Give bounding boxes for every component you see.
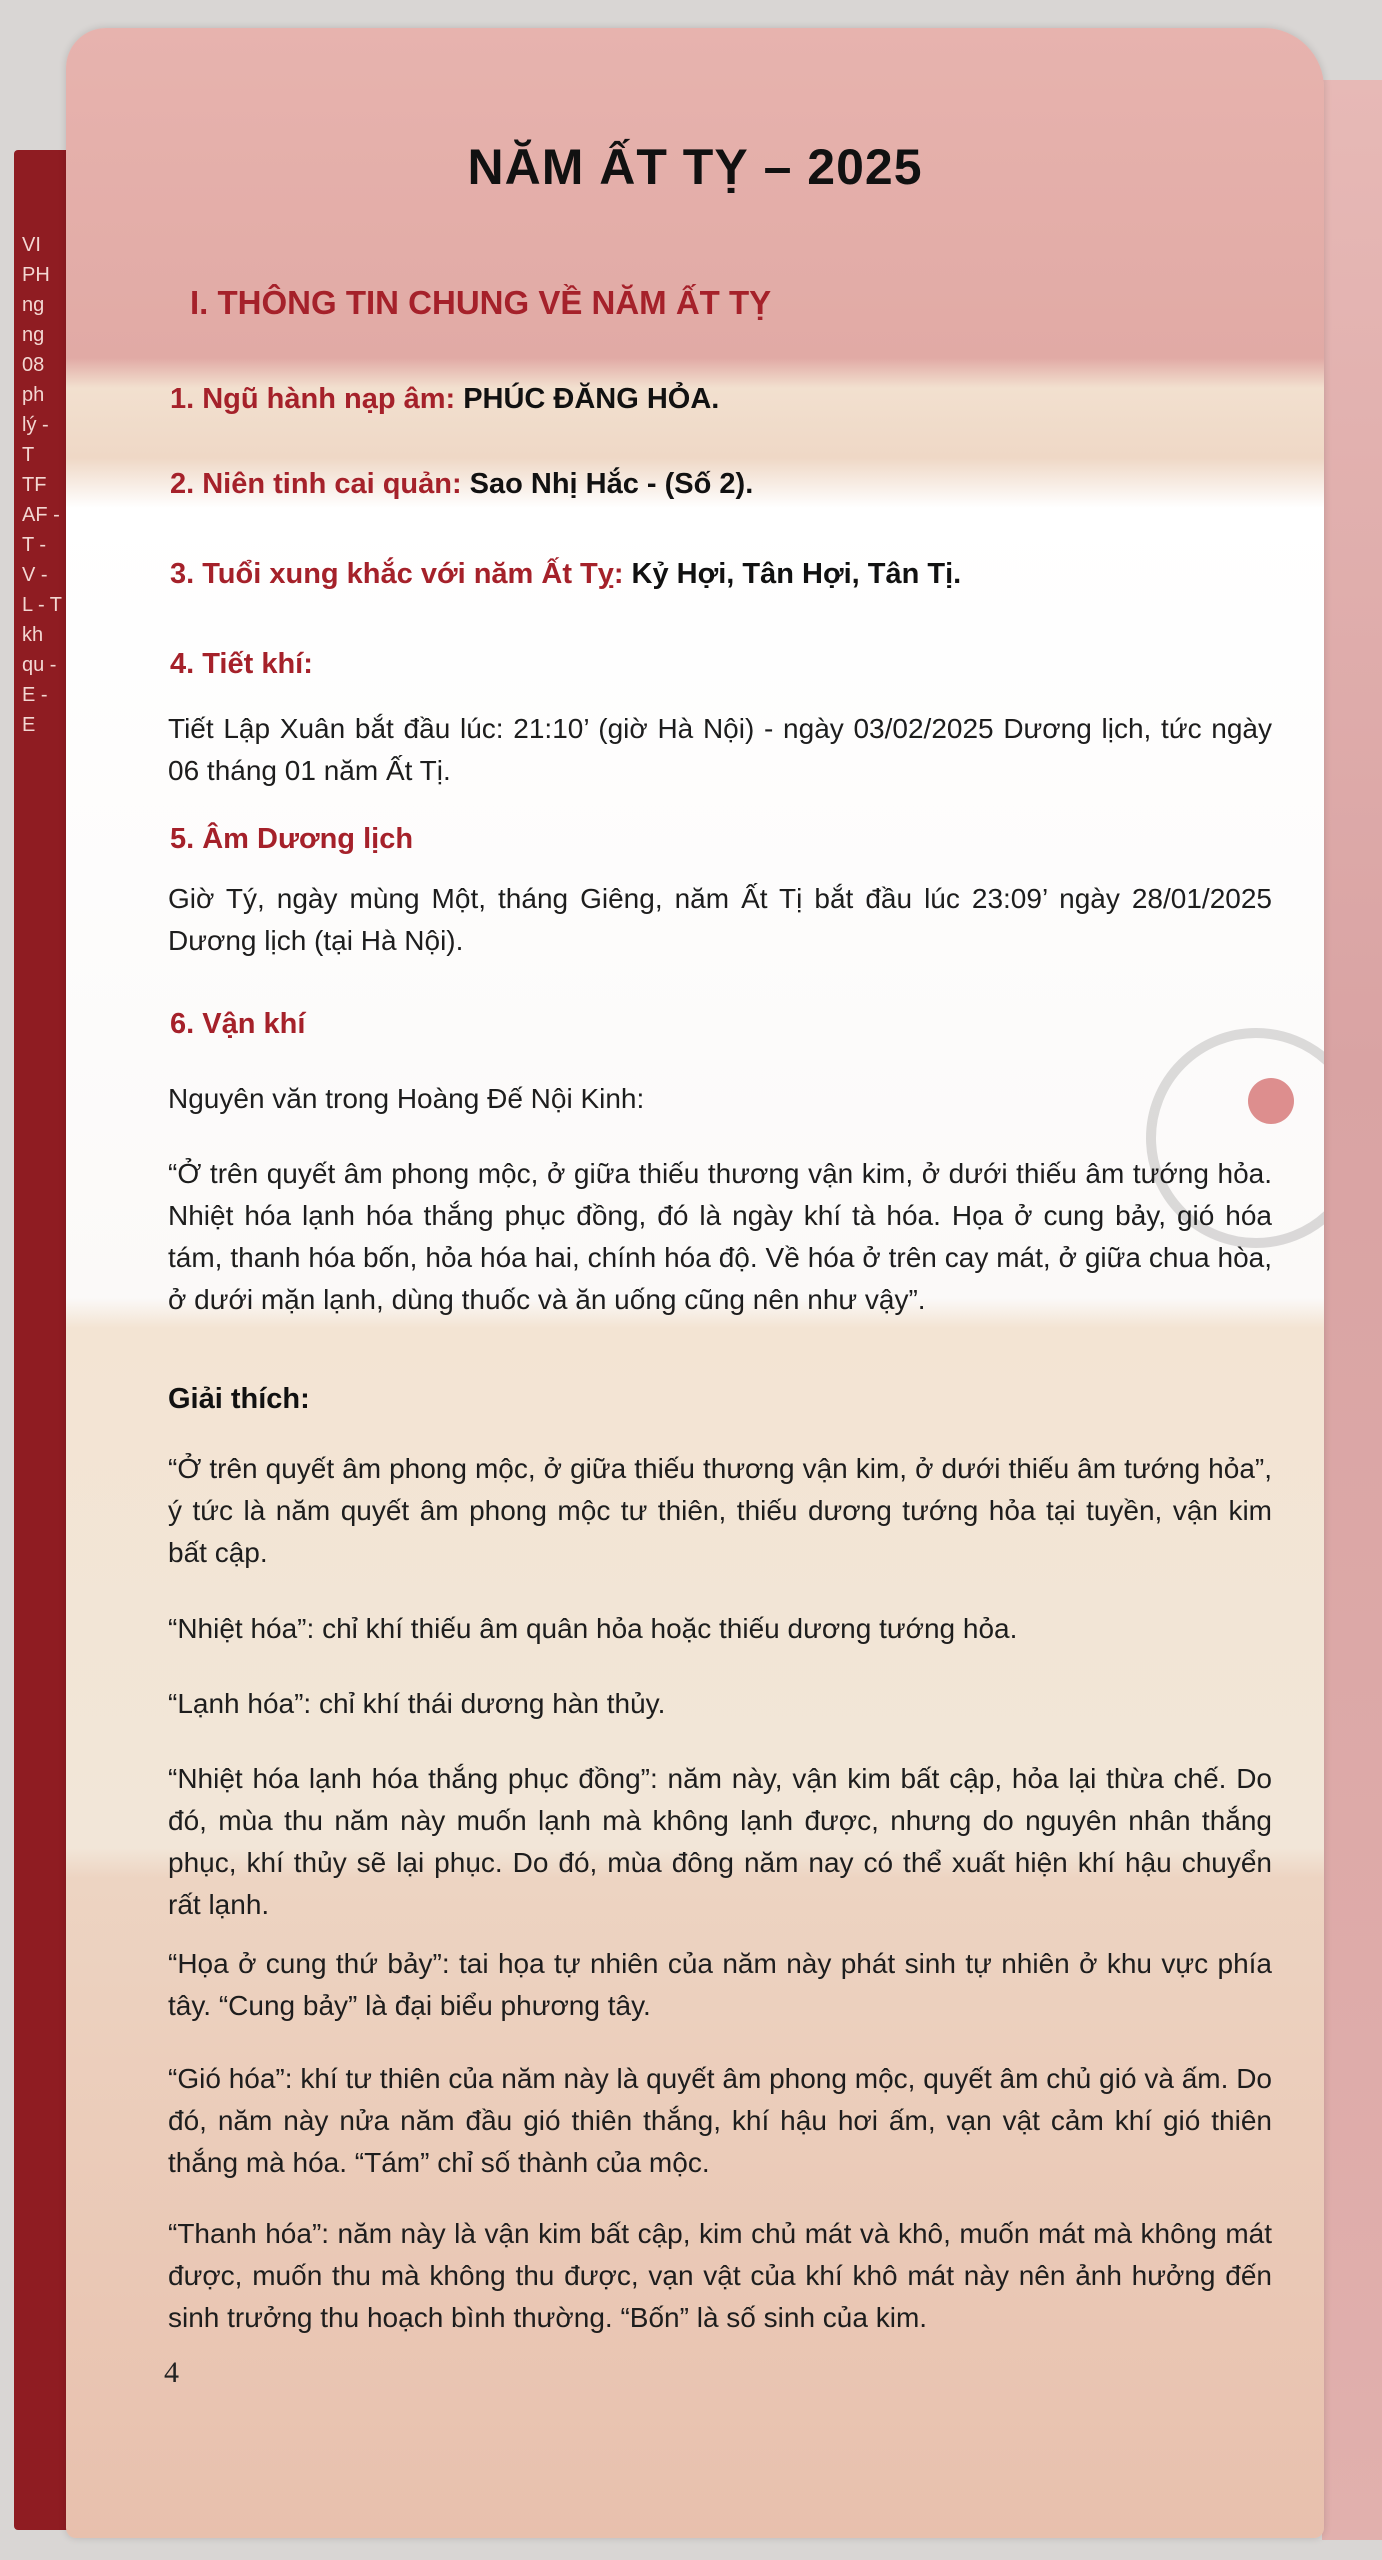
item-van-khi-heading: 6. Vận khí (170, 1008, 306, 1040)
item-tuoi-xung-khac (170, 558, 961, 591)
booklet-page (66, 28, 1324, 2538)
item-label: 3. Tuổi xung khắc với năm Ất Tỵ: (170, 558, 624, 590)
paragraph-giai-thich-2: “Nhiệt hóa”: chỉ khí thiếu âm quân hỏa hoặc thiếu dương tướng hỏa. (168, 1613, 1018, 1644)
paragraph-giai-thich-4: “Nhiệt hóa lạnh hóa thắng phục đồng”: năm này, vận kim bất cập, hỏa lại thừa chế. Do đó, mùa thu năm này muốn lạnh mà không lạnh được, nhưng do nguyên nhân thắng phục, khí thủy sẽ lại phục. Do đó, mùa đông năm nay có thể xuất hiện khí hậu chuyển rất lạnh. (168, 1763, 1272, 1920)
paragraph-giai-thich-6: “Gió hóa”: khí tư thiên của năm này là quyết âm phong mộc, quyết âm chủ gió và ấm. Do đó, năm này nửa năm đầu gió thiên thắng, khí hậu hơi ấm, vạn vật cảm khí gió thiên thắng mà hóa. “Tám” chỉ số thành của mộc. (168, 2063, 1272, 2178)
paragraph-giai-thich-3: “Lạnh hóa”: chỉ khí thái dương hàn thủy. (168, 1688, 666, 1719)
next-page-edge (1322, 80, 1382, 2540)
item-value: Kỷ Hợi, Tân Hợi, Tân Tị. (631, 558, 962, 590)
page-title: NĂM ẤT TỴ – 2025 (467, 139, 923, 195)
paragraph-tiet-khi: Tiết Lập Xuân bắt đầu lúc: 21:10’ (giờ Hà Nội) - ngày 03/02/2025 Dương lịch, tức ngày 06 tháng 01 năm Ất Tị. (168, 713, 1272, 786)
cover-edge-text: VI PH ng ng 08 ph lý - T TF AF - T - V - L - T kh qu - E - E (22, 234, 62, 736)
giai-thich-heading: Giải thích: (168, 1383, 310, 1415)
item-label: 1. Ngũ hành nạp âm: (170, 383, 456, 415)
paragraph-giai-thich-1: “Ở trên quyết âm phong mộc, ở giữa thiếu thương vận kim, ở dưới thiếu âm tướng hỏa”, ý tức là năm quyết âm phong mộc tư thiên, thiếu dương tướng hỏa tại tuyền, vận kim bất cập. (168, 1453, 1272, 1568)
item-ngu-hanh (170, 383, 719, 416)
item-tiet-khi-heading: 4. Tiết khí: (170, 648, 313, 680)
item-label: 2. Niên tinh cai quản: (170, 468, 462, 500)
paragraph-giai-thich-5: “Họa ở cung thứ bảy”: tai họa tự nhiên của năm này phát sinh tự nhiên ở khu vực phía tây. “Cung bảy” là đại biểu phương tây. (168, 1948, 1272, 2021)
item-value: Sao Nhị Hắc - (Số 2). (469, 468, 754, 500)
section-title: I. THÔNG TIN CHUNG VỀ NĂM ẤT TỴ (190, 284, 772, 321)
item-nien-tinh (170, 468, 753, 501)
item-am-duong-heading: 5. Âm Dương lịch (170, 823, 414, 855)
page-number: 4 (164, 2356, 179, 2389)
paragraph-am-duong: Giờ Tý, ngày mùng Một, tháng Giêng, năm Ất Tị bắt đầu lúc 23:09’ ngày 28/01/2025 Dương lịch (tại Hà Nội). (168, 883, 1272, 956)
item-value: PHÚC ĐĂNG HỎA. (463, 383, 720, 415)
paragraph-van-khi-intro: Nguyên văn trong Hoàng Đế Nội Kinh: (168, 1083, 645, 1114)
paragraph-giai-thich-7: “Thanh hóa”: năm này là vận kim bất cập, kim chủ mát và khô, muốn mát mà không mát được, muốn thu mà không thu được, vạn vật của khí khô mát này nên ảnh hưởng đến sinh trưởng thu hoạch bình thường. “Bốn” là số sinh của kim. (168, 2218, 1272, 2333)
paragraph-van-khi-quote: “Ở trên quyết âm phong mộc, ở giữa thiếu thương vận kim, ở dưới thiếu âm tướng hỏa. Nhiệt hóa lạnh hóa thắng phục đồng, đó là ngày khí tà hóa. Họa ở cung bảy, gió hóa tám, thanh hóa bốn, hỏa hóa hai, chính hóa độ. Về hóa ở trên cay mát, ở giữa chua hòa, ở dưới mặn lạnh, dùng thuốc và ăn uống cũng nên như vậy”. (168, 1158, 1272, 1315)
